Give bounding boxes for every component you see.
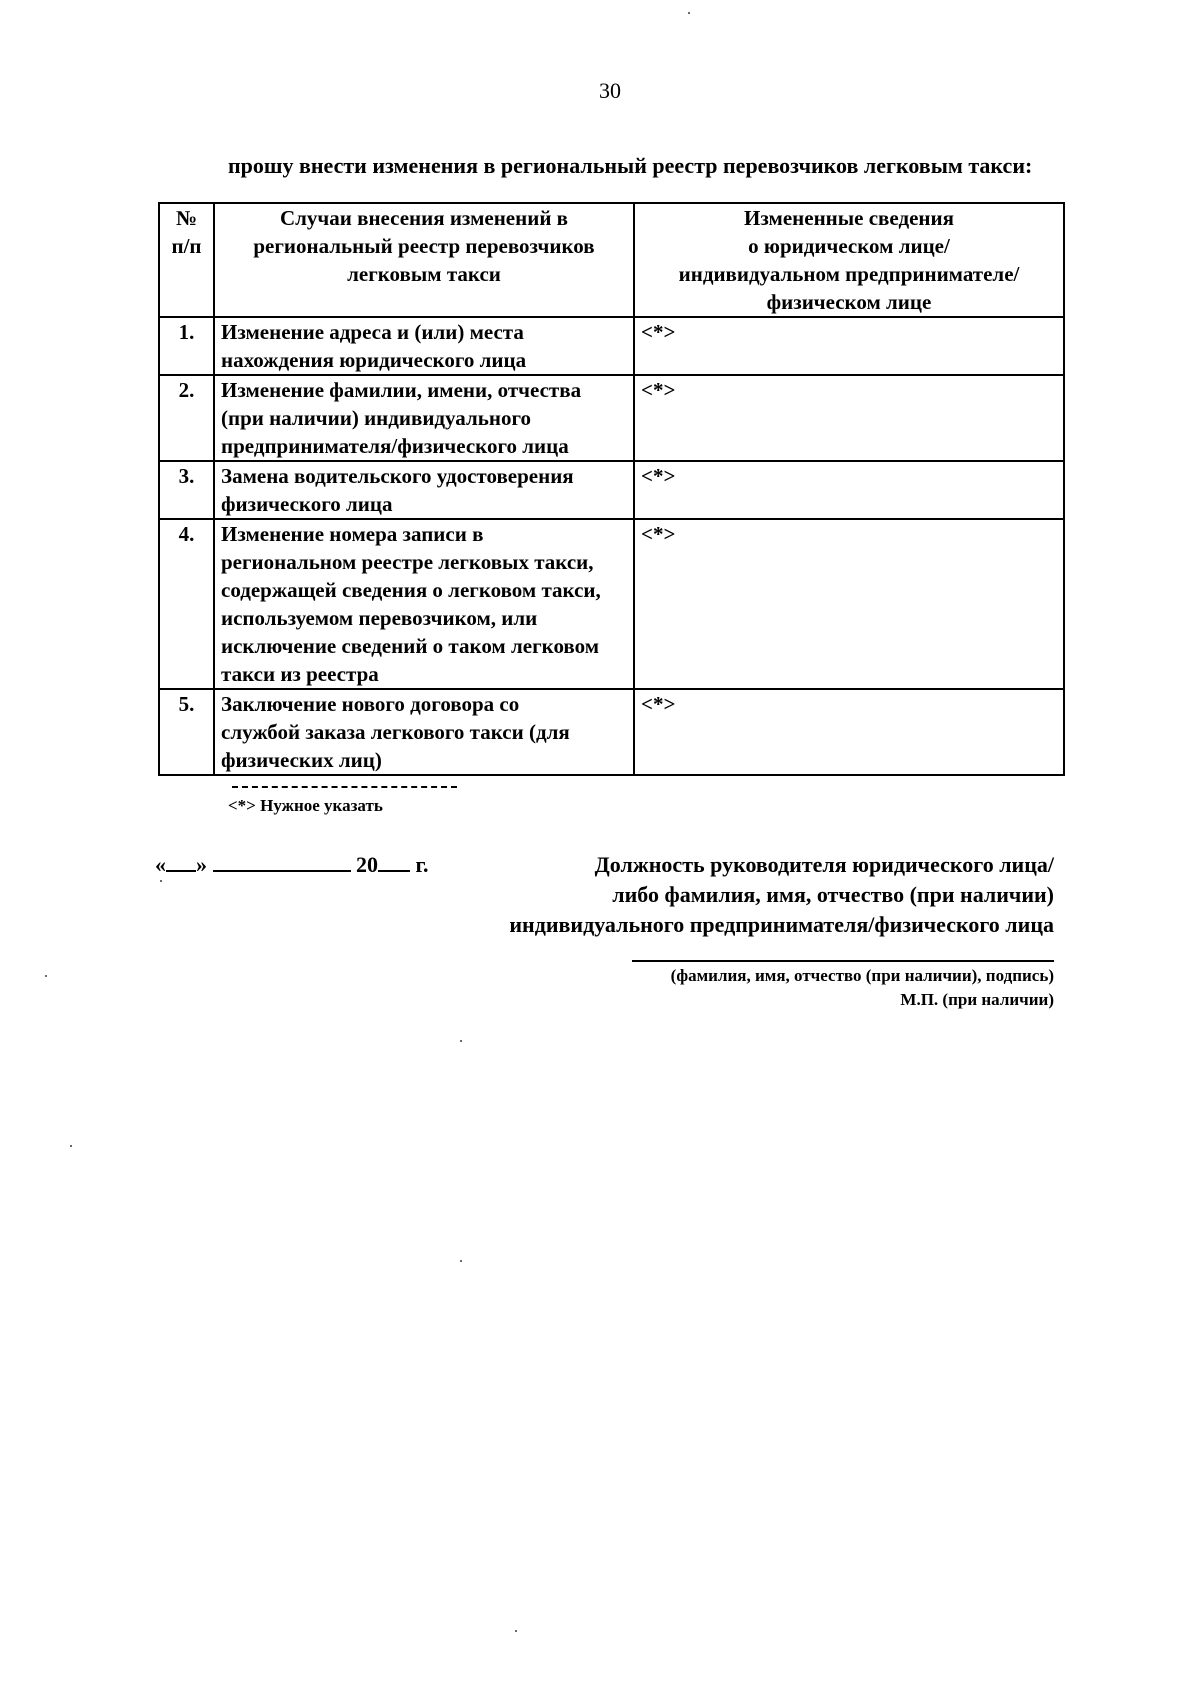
header-info-line: индивидуальном предпринимателе/	[678, 262, 1020, 286]
header-info-line: о юридическом лице/	[748, 234, 950, 258]
row-case-line: физического лица	[221, 492, 393, 516]
footnote-divider	[232, 786, 457, 788]
row-case-line: нахождения юридического лица	[221, 348, 527, 372]
scan-speck	[515, 1630, 517, 1632]
row-case-line: (при наличии) индивидуального	[221, 406, 531, 430]
stamp-caption: М.П. (при наличии)	[900, 990, 1054, 1009]
header-number	[159, 203, 214, 317]
scan-speck	[160, 880, 162, 882]
row-number: 2.	[159, 375, 214, 461]
row-case-line: Изменение номера записи в	[221, 522, 484, 546]
scan-speck	[70, 1145, 72, 1147]
signature-caption: (фамилия, имя, отчество (при наличии), подпись)	[670, 966, 1054, 985]
table-row	[159, 317, 1064, 375]
date-field	[155, 850, 429, 878]
row-number: 3.	[159, 461, 214, 519]
signature-role-line: индивидуального предпринимателя/физического лица	[509, 912, 1054, 937]
changes-table	[158, 202, 1065, 776]
row-number: 4.	[159, 519, 214, 689]
table-row	[159, 375, 1064, 461]
row-case-line: такси из реестра	[221, 662, 379, 686]
date-month-blank[interactable]	[213, 850, 351, 872]
row-case-line: Изменение адреса и (или) места	[221, 320, 524, 344]
row-case	[214, 375, 634, 461]
row-value: <*>	[634, 689, 1064, 775]
signature-role-line: Должность руководителя юридического лица/	[594, 852, 1054, 877]
row-case-line: физических лиц)	[221, 748, 382, 772]
signature-block	[454, 850, 1054, 1012]
date-year-suffix: г.	[415, 852, 429, 877]
scan-speck	[688, 12, 690, 14]
header-info-line: Измененные сведения	[744, 206, 954, 230]
header-cases-line: легковым такси	[347, 262, 501, 286]
table-header-row	[159, 203, 1064, 317]
page-number: 30	[599, 78, 621, 103]
row-case-line: Замена водительского удостоверения	[221, 464, 574, 488]
table-row	[159, 519, 1064, 689]
row-case-line: исключение сведений о таком легковом	[221, 634, 600, 658]
row-case	[214, 519, 634, 689]
row-value: <*>	[634, 461, 1064, 519]
signature-line[interactable]	[632, 960, 1054, 962]
date-year-blank[interactable]	[378, 850, 410, 872]
date-open-quote: «	[155, 852, 166, 877]
scan-speck	[460, 1040, 462, 1042]
table-row	[159, 461, 1064, 519]
row-number: 5.	[159, 689, 214, 775]
date-day-blank[interactable]	[166, 850, 196, 872]
row-case	[214, 317, 634, 375]
signature-role-line: либо фамилия, имя, отчество (при наличии)	[612, 882, 1054, 907]
row-number: 1.	[159, 317, 214, 375]
row-value: <*>	[634, 519, 1064, 689]
row-value: <*>	[634, 317, 1064, 375]
footnote: <*> Нужное указать	[228, 796, 383, 815]
header-number-line: №	[175, 206, 198, 230]
row-case-line: Изменение фамилии, имени, отчества	[221, 378, 582, 402]
header-number-line: п/п	[171, 234, 202, 258]
row-case-line: предпринимателя/физического лица	[221, 434, 569, 458]
scan-speck	[45, 975, 47, 977]
intro-text: прошу внести изменения в региональный реестр перевозчиков легковым такси:	[228, 153, 1033, 178]
header-changed-info	[634, 203, 1064, 317]
scan-speck	[460, 1260, 462, 1262]
row-case-line: региональном реестре легковых такси,	[221, 550, 594, 574]
row-case-line: службой заказа легкового такси (для	[221, 720, 570, 744]
header-cases	[214, 203, 634, 317]
date-century: 20	[356, 852, 378, 877]
header-cases-line: Случаи внесения изменений в	[279, 206, 569, 230]
header-info-line: физическом лице	[766, 290, 932, 314]
row-case-line: используемом перевозчиком, или	[221, 606, 538, 630]
row-case	[214, 461, 634, 519]
row-case-line: содержащей сведения о легковом такси,	[221, 578, 601, 602]
row-value: <*>	[634, 375, 1064, 461]
row-case-line: Заключение нового договора со	[221, 692, 520, 716]
table-row	[159, 689, 1064, 775]
header-cases-line: региональный реестр перевозчиков	[253, 234, 595, 258]
date-close-quote: »	[196, 852, 207, 877]
row-case	[214, 689, 634, 775]
